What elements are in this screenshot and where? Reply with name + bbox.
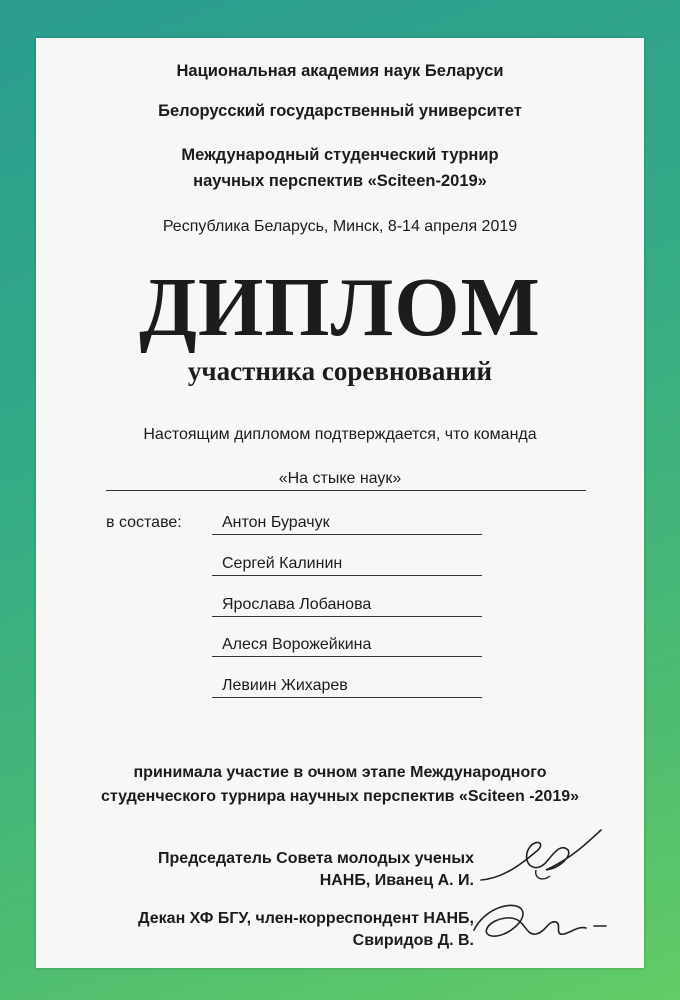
tournament-name-line1: Международный студенческий турнир [181, 146, 499, 164]
event-location-date: Республика Беларусь, Минск, 8-14 апреля 2019 [162, 218, 518, 235]
diploma-title: ДИПЛОМ [139, 261, 541, 354]
member-underline [212, 575, 482, 576]
confirmation-text: Настоящим дипломом подтверждается, что команда [143, 426, 537, 443]
participation-line1: принимала участие в очном этапе Международного [133, 764, 547, 781]
member-name: Алеся Ворожейкина [222, 636, 372, 653]
member-underline [212, 616, 482, 617]
team-name-underline [106, 490, 586, 491]
signatory-1-name: НАНБ, Иванец А. И. [319, 872, 474, 889]
member-name: Ярослава Лобанова [222, 596, 372, 613]
member-underline [212, 534, 482, 535]
participation-line2: студенческого турнира научных перспектив «Sciteen -2019» [100, 788, 580, 805]
university-name: Белорусский государственный университет [158, 102, 522, 120]
team-name: «На стыке наук» [278, 470, 402, 487]
tournament-name-line2: научных перспектив «Sciteen-2019» [193, 172, 487, 190]
signatory-2-name: Свиридов Д. В. [352, 932, 474, 949]
signature-1-icon [476, 820, 606, 900]
member-name: Антон Бурачук [222, 514, 330, 531]
member-underline [212, 656, 482, 657]
academy-name: Национальная академия наук Беларуси [176, 62, 504, 80]
signatory-1-title: Председатель Совета молодых ученых [158, 850, 474, 867]
member-underline [212, 697, 482, 698]
member-name: Левиин Жихарев [222, 677, 348, 694]
signatory-2-title: Декан ХФ БГУ, член-корреспондент НАНБ, [138, 910, 474, 927]
diploma-sheet [36, 38, 644, 968]
signature-2-icon [466, 896, 616, 956]
signatory-2 [138, 908, 474, 952]
member-name: Сергей Калинин [222, 555, 343, 572]
signatory-1 [158, 848, 474, 892]
members-label: в составе: [106, 514, 182, 531]
diploma-subtitle: участника соревнований [187, 356, 493, 386]
